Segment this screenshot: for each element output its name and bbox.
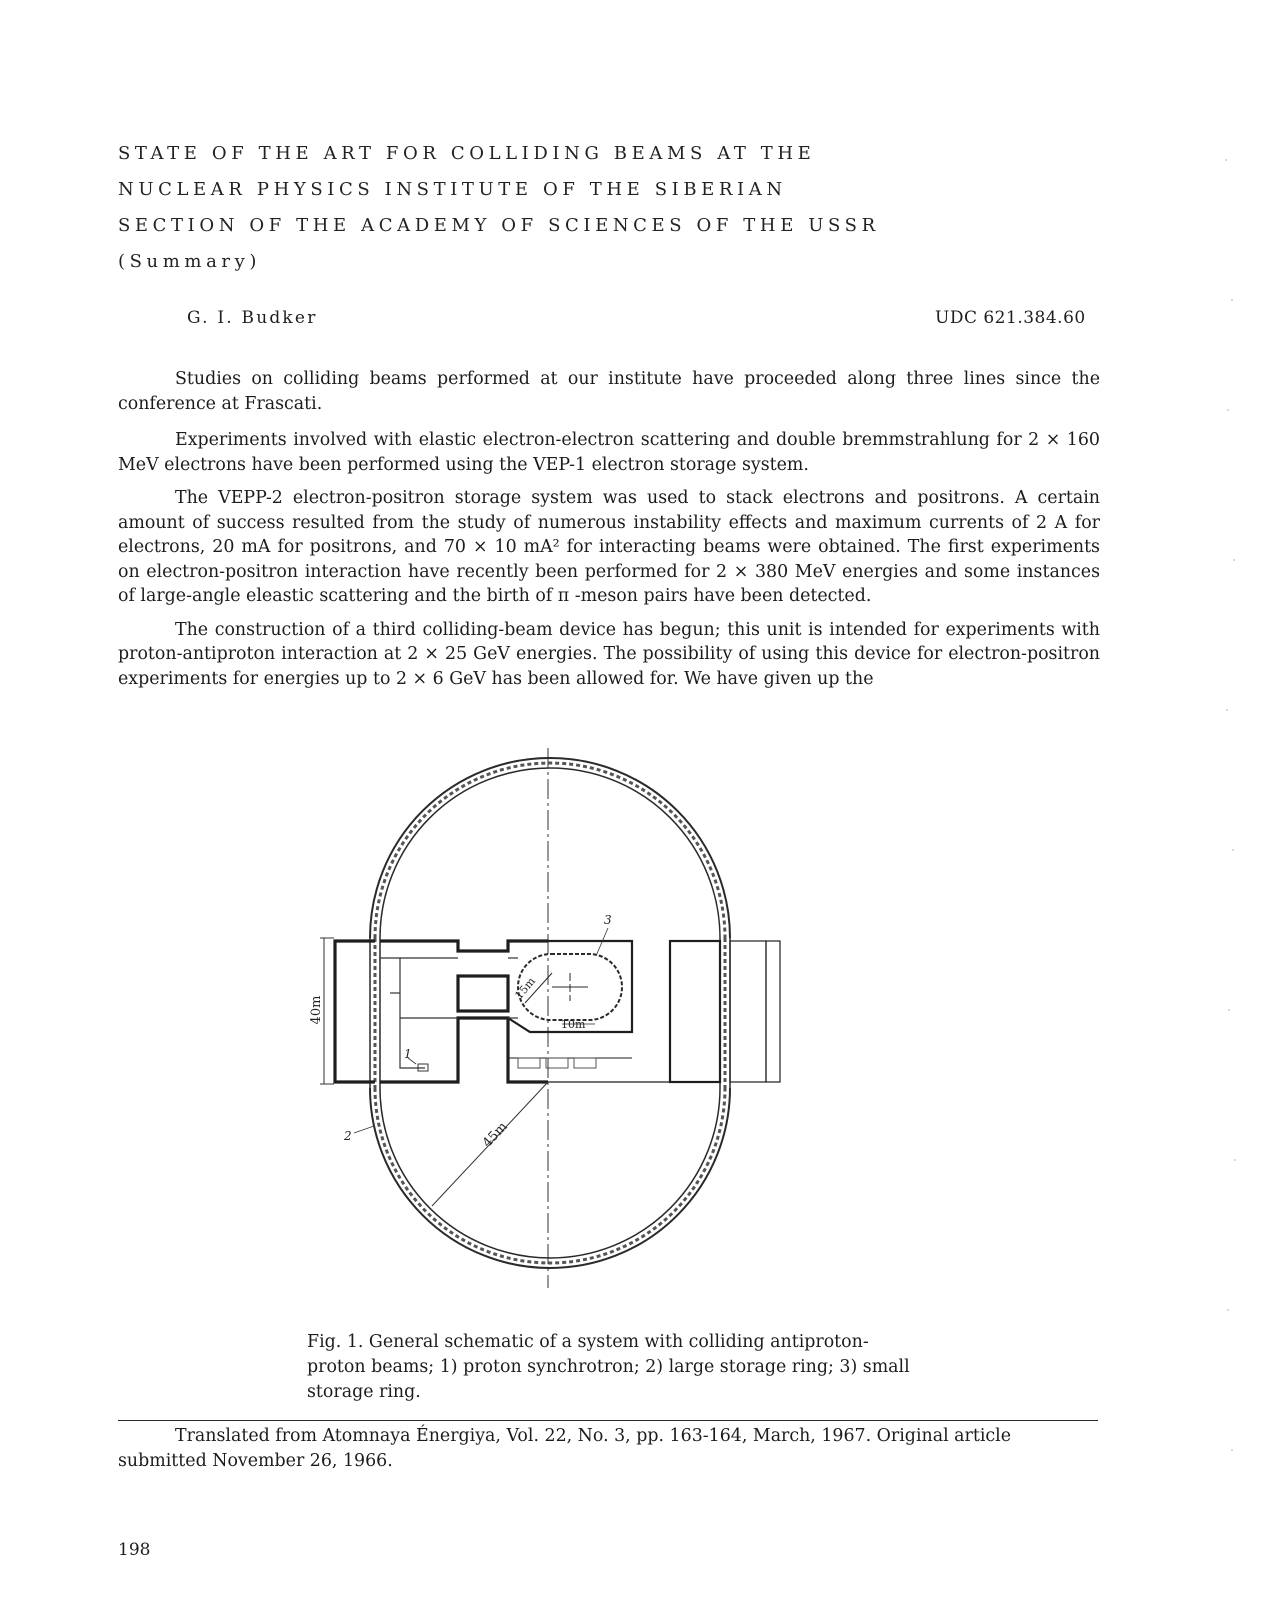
callout-3 — [596, 913, 612, 956]
title-summary: (Summary) — [118, 251, 262, 272]
paragraph-3: The VEPP-2 electron-positron storage system was used to stack electrons and positrons. A certain amount of success resulted from the study of numerous instability effects and maximum currents of 2 A for electrons, 20 mA for positrons, and 70 × 10 mA² for interacting beams were obtained. The first experiments on electron-positron interaction have recently been performed for 2 × 380 MeV energies and some instances of large-angle eleastic scattering and the birth of π -meson pairs have been detected. — [118, 488, 1100, 606]
title-line-3: SECTION OF THE ACADEMY OF SCIENCES OF THE USSR — [118, 215, 880, 236]
paragraph-4: The construction of a third colliding-beam device has begun; this unit is intended for experiments with proton-antiproton interaction at 2 × 25 GeV energies. The possibility of using this device for electron-positron experiments for energies up to 2 × 6 GeV has been allowed for. We have given up the — [118, 619, 1100, 689]
callout-2 — [343, 1126, 374, 1143]
building-outline — [335, 941, 780, 1082]
callout-1 — [404, 1047, 416, 1064]
paragraph-1: Studies on colliding beams performed at our institute have proceeded along three lines since the conference at Frascati. — [118, 369, 1100, 414]
footnote — [118, 1424, 1100, 1474]
title-line-2: NUCLEAR PHYSICS INSTITUTE OF THE SIBERIAN — [118, 179, 787, 200]
label-40m: 40m — [309, 995, 324, 1025]
title-line-1: STATE OF THE ART FOR COLLIDING BEAMS AT THE — [118, 143, 816, 164]
small-storage-ring — [518, 954, 622, 1024]
page-number: 198 — [118, 1540, 151, 1560]
figure-1 — [309, 768, 780, 1328]
udc-code: UDC 621.384.60 — [935, 308, 1086, 328]
svg-text:2: 2 — [344, 1129, 352, 1143]
large-storage-ring — [370, 758, 730, 1268]
figure-caption: Fig. 1. General schematic of a system with colliding antiproton-proton beams; 1) proton synchrotron; 2) large storage ring; 3) small storage ring. — [307, 1332, 910, 1402]
dimension-40m — [309, 938, 334, 1084]
paragraph-2: Experiments involved with elastic electron-electron scattering and double bremmstrahlung for 2 × 160 MeV electrons have been performed using the VEP-1 electron storage system. — [118, 430, 1100, 475]
svg-text:1: 1 — [404, 1047, 412, 1061]
footnote-rule — [118, 1420, 1098, 1421]
label-15m: 15m — [512, 974, 539, 1002]
body-text — [118, 367, 1100, 700]
author: G. I. Budker — [187, 308, 318, 328]
label-10m: 10m — [561, 1018, 586, 1031]
schematic-diagram — [309, 768, 780, 1328]
label-45m: 45m — [479, 1119, 511, 1151]
footnote-text: Translated from Atomnaya Énergiya, Vol. 22, No. 3, pp. 163-164, March, 1967. Original article submitted November 26, 1966. — [118, 1426, 1011, 1471]
svg-text:3: 3 — [604, 913, 612, 927]
scan-margin-dots — [1222, 150, 1242, 1500]
shielding-blocks — [518, 1058, 596, 1068]
